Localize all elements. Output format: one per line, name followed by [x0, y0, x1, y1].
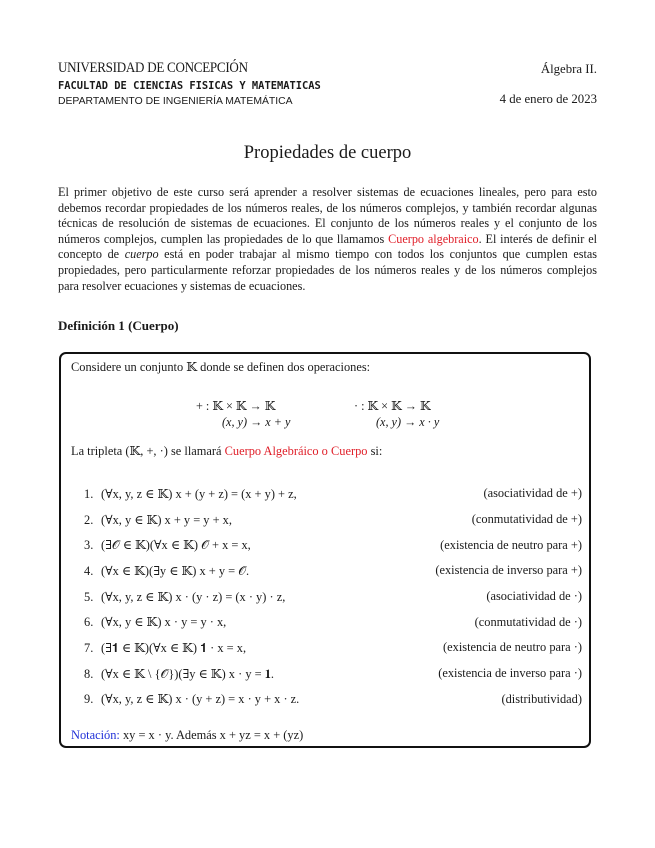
axiom-formula: (∀x, y, z ∈ 𝕂) x · (y · z) = (x · y) · z, [101, 589, 286, 604]
axiom-formula: (∀x, y ∈ 𝕂) x + y = y + x, [101, 512, 232, 527]
university-name: UNIVERSIDAD DE CONCEPCIÓN [58, 60, 248, 76]
faculty-name: FACULTAD DE CIENCIAS FISICAS Y MATEMATICAS [58, 80, 321, 92]
tripleta-sentence [71, 443, 382, 459]
intro-paragraph [58, 185, 597, 294]
axiom-name: (existencia de neutro para ·) [443, 640, 582, 655]
axiom-item [84, 635, 582, 661]
axiom-number: 7. [84, 640, 94, 655]
intro-text-3: está en poder trabajar al mismo tiempo con todos los conjuntos que cumplen estas propiedades, pero particularmente reforzar propiedades de los números reales y de los números complejos para resolver ecuaciones y sistemas de ecuaciones. [58, 247, 598, 293]
product-mapping: (x, y) → x · y [376, 415, 440, 429]
axiom-item [84, 609, 582, 635]
definition-heading [58, 318, 179, 334]
axiom-number: 9. [84, 692, 94, 707]
intro-text-1: El primer objetivo de este curso será aprender a resolver sistemas de ecuaciones lineales, pero para esto debemos recordar propiedades de los números reales, de los números complejos, y también recordar algunas técnicas de resolución de sistemas de ecuaciones. El conjunto de los números reales y el conjunto de los números complejos, cumplen las propiedades de lo que llamamos [58, 185, 597, 246]
page-title: Propiedades de cuerpo [243, 143, 412, 163]
tripleta-text-1: La tripleta (𝕂, +, ·) se llamará [71, 444, 222, 458]
axiom-item [84, 532, 582, 558]
definition-intro: Considere un conjunto 𝕂 donde se definen dos operaciones: [71, 360, 371, 374]
axiom-formula: (∀x, y, z ∈ 𝕂) x · (y + z) = x · y + x · z. [101, 692, 300, 707]
product-operation [354, 398, 439, 430]
axiom-formula: (∀x, y ∈ 𝕂) x · y = y · x, [101, 615, 227, 630]
axiom-formula: (∃𝟏 ∈ 𝕂)(∀x ∈ 𝕂) 𝟏 · x = x, [101, 640, 247, 655]
course-name: Álgebra II. [540, 62, 597, 76]
axiom-name: (existencia de neutro para +) [440, 537, 582, 552]
cuerpo-algebraico-cuerpo-link[interactable]: Cuerpo Algebráico o Cuerpo [224, 444, 368, 458]
course-info [500, 62, 597, 107]
axiom-number: 3. [84, 538, 94, 553]
notation-line [71, 728, 303, 743]
axiom-formula: (∀x ∈ 𝕂)(∃y ∈ 𝕂) x + y = 𝒪. [101, 563, 250, 578]
axiom-number: 8. [84, 666, 94, 681]
axiom-item [84, 558, 582, 584]
axiom-list [84, 481, 582, 712]
axiom-name: (existencia de inverso para ·) [438, 666, 582, 681]
cuerpo-algebraico-link[interactable]: Cuerpo algebraico [388, 231, 479, 246]
axiom-item [84, 584, 582, 610]
definition-name: (Cuerpo) [128, 318, 179, 333]
axiom-number: 2. [84, 512, 94, 527]
axiom-number: 4. [84, 563, 94, 578]
tripleta-text-2: si: [370, 444, 383, 458]
axiom-number: 1. [84, 486, 94, 501]
axiom-formula: (∀x ∈ 𝕂 \ {𝒪})(∃y ∈ 𝕂) x · y = 𝟏. [101, 666, 274, 681]
document-date: 4 de enero de 2023 [499, 92, 597, 106]
definition-label: Definición 1 [58, 318, 125, 333]
department-name: DEPARTAMENTO DE INGENIERÍA MATEMÁTICA [58, 96, 293, 107]
axiom-name: (asociatividad de +) [483, 486, 582, 501]
notation-text: xy = x · y. Además x + yz = x + (yz) [122, 728, 304, 742]
axiom-name: (distributividad) [501, 691, 582, 706]
intro-emphasis: cuerpo [124, 247, 159, 262]
notation-label: Notación: [71, 728, 120, 742]
axiom-number: 6. [84, 615, 94, 630]
axiom-item [84, 507, 582, 533]
sum-operation [196, 398, 290, 430]
axiom-formula: (∀x, y, z ∈ 𝕂) x + (y + z) = (x + y) + z, [101, 486, 297, 501]
axiom-name: (conmutatividad de +) [471, 512, 582, 527]
product-signature: · : 𝕂 × 𝕂 → 𝕂 [354, 399, 431, 413]
institution-header [58, 60, 321, 107]
axiom-item [84, 481, 582, 507]
axiom-number: 5. [84, 589, 94, 604]
axiom-formula: (∃𝒪 ∈ 𝕂)(∀x ∈ 𝕂) 𝒪 + x = x, [101, 538, 251, 553]
intro-text-2: . El interés de definir el concepto de [58, 231, 597, 262]
axiom-name: (existencia de inverso para +) [435, 563, 582, 578]
sum-mapping: (x, y) → x + y [222, 415, 291, 429]
sum-signature: + : 𝕂 × 𝕂 → 𝕂 [196, 399, 276, 413]
axiom-item [84, 687, 582, 713]
axiom-name: (conmutatividad de ·) [474, 614, 582, 629]
axiom-name: (asociatividad de ·) [486, 589, 582, 604]
axiom-item [84, 661, 582, 687]
